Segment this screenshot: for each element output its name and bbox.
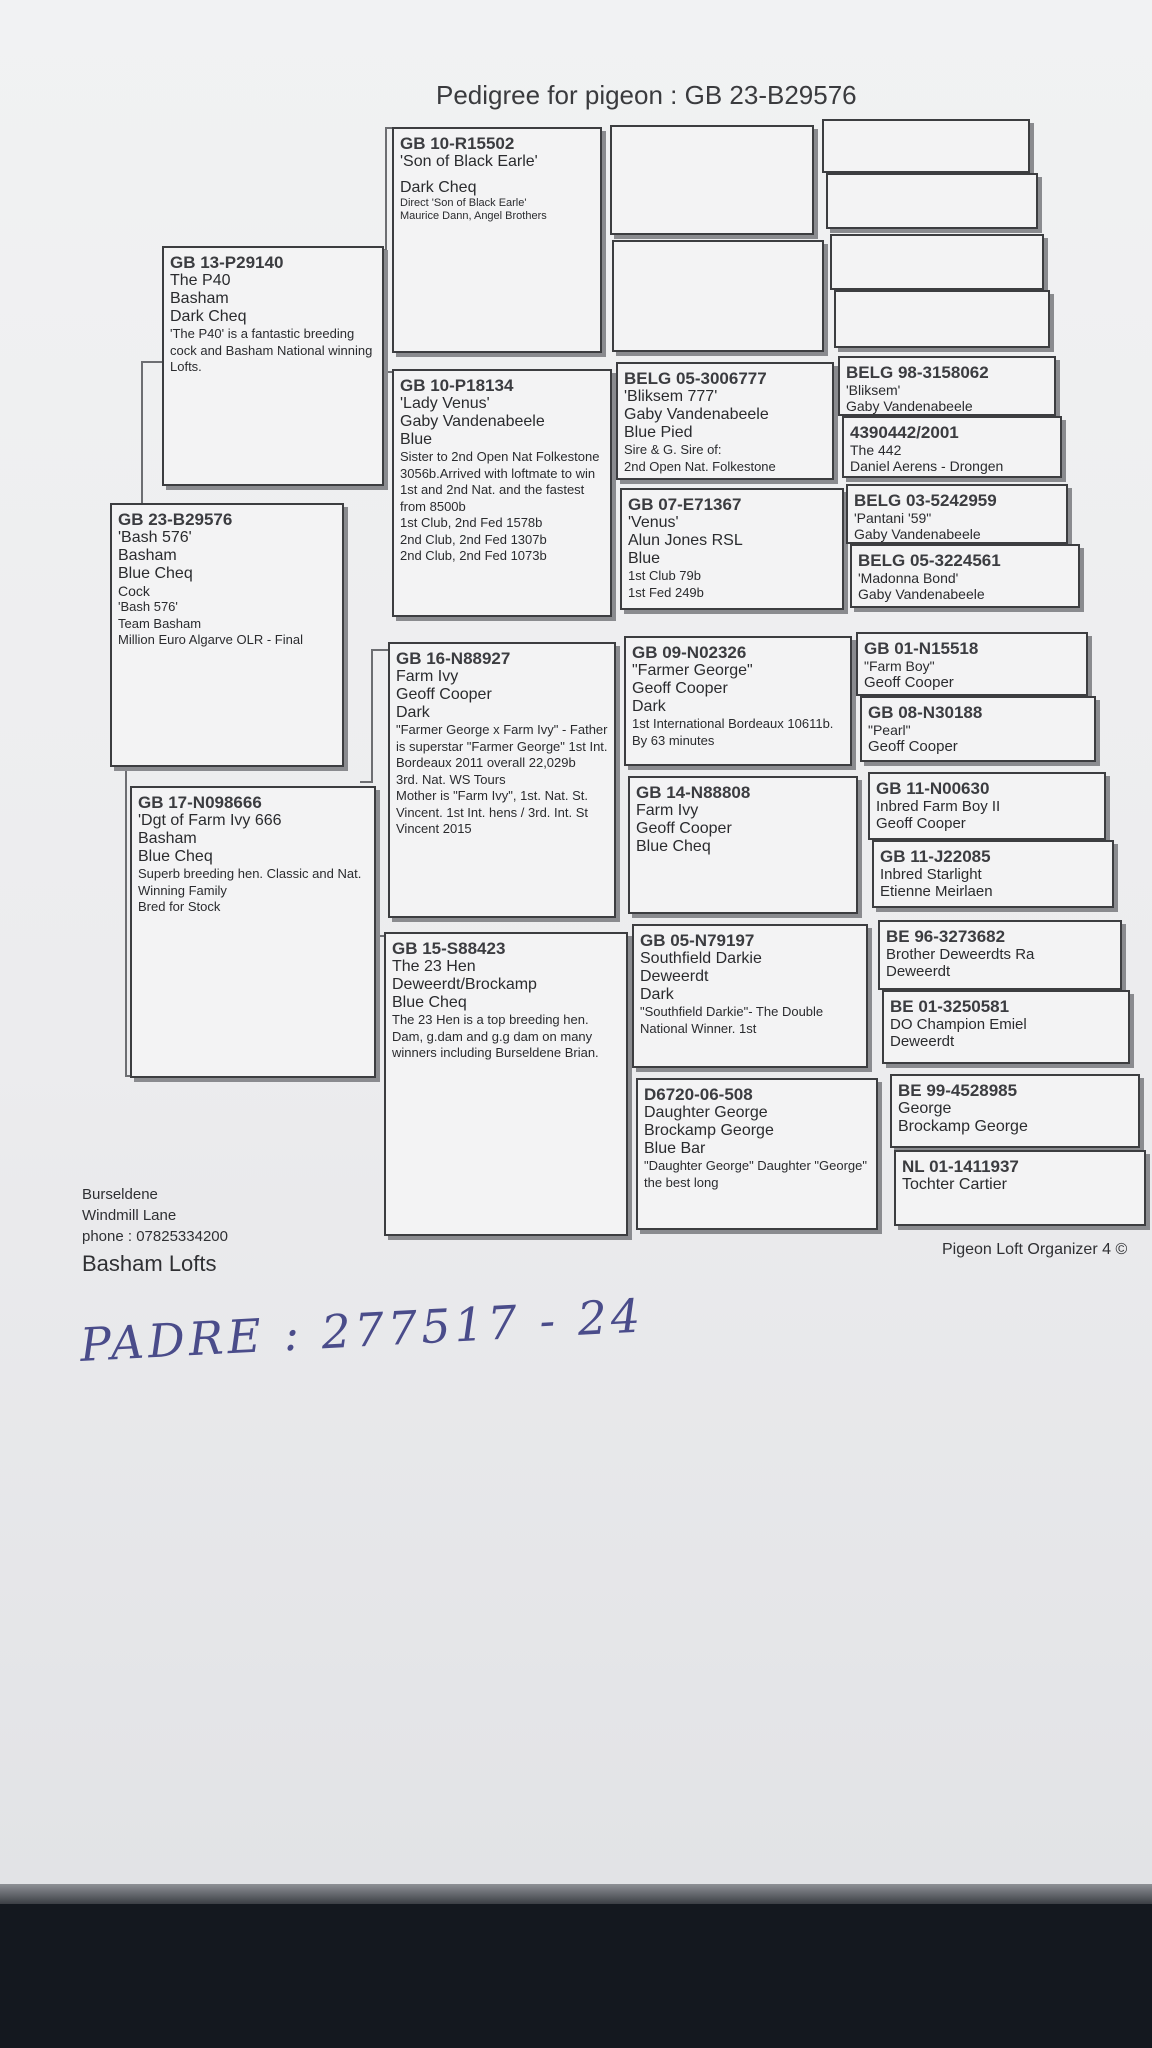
owner-name: Geoff Cooper — [864, 674, 954, 691]
colour: Blue Pied — [624, 424, 693, 441]
gen5-card-14[interactable] — [882, 990, 1130, 1064]
ring-number: GB 13-P29140 — [170, 253, 284, 272]
gen4-card-7[interactable] — [632, 924, 868, 1068]
colour: Dark Cheq — [400, 179, 477, 196]
owner-name: Etienne Meirlaen — [880, 883, 993, 900]
pigeon-name: Daughter George — [644, 1104, 768, 1121]
pigeon-name: 'Dgt of Farm Ivy 666 — [138, 812, 282, 829]
owner-name: Basham — [138, 830, 197, 847]
gen4-card-5[interactable] — [624, 636, 852, 766]
colour: Blue Cheq — [392, 994, 467, 1011]
ring-number: GB 11-N00630 — [876, 779, 990, 798]
pigeon-name: The 442 — [850, 442, 902, 458]
gen5-card-12[interactable] — [872, 840, 1114, 908]
ring-number: GB 23-B29576 — [118, 510, 233, 529]
colour: Dark Cheq — [170, 308, 247, 325]
owner-name: Geoff Cooper — [636, 820, 732, 837]
ring-number: D6720-06-508 — [644, 1085, 753, 1104]
owner-name: Gaby Vandenabeele — [400, 413, 545, 430]
ring-number: 4390442/2001 — [850, 423, 959, 442]
gen4-card-6[interactable] — [628, 776, 858, 914]
gen3-card-2[interactable] — [392, 369, 612, 617]
gen5-card-9[interactable] — [856, 632, 1088, 696]
colour: Blue — [400, 431, 433, 448]
notes: Direct 'Son of Black Earle' Maurice Dann, Angel Brothers — [400, 197, 547, 222]
ring-number: GB 17-N098666 — [138, 793, 262, 812]
pigeon-name: Farm Ivy — [636, 802, 699, 819]
notes: "Southfield Darkie"- The Double National Winner. 1st — [640, 1004, 824, 1036]
pigeon-name: Southfield Darkie — [640, 950, 762, 967]
gen3-card-4[interactable] — [384, 932, 628, 1236]
owner-name: Gaby Vandenabeele — [858, 586, 985, 602]
owner-name: Deweerdt — [640, 968, 709, 985]
pigeon-name: Farm Ivy — [396, 668, 459, 685]
colour: Blue Cheq — [636, 838, 711, 855]
owner-name: Deweerdt — [886, 963, 951, 980]
ring-number: BELG 98-3158062 — [846, 363, 989, 382]
gen4-card-1[interactable] — [610, 125, 814, 235]
pigeon-name: The 23 Hen — [392, 958, 476, 975]
owner-name: Geoff Cooper — [396, 686, 492, 703]
gen5-card-4[interactable] — [834, 290, 1050, 348]
pigeon-name: 'Pantani '59" — [854, 510, 932, 526]
subject-card[interactable] — [110, 503, 344, 767]
sex: Cock — [118, 583, 150, 599]
owner-name: Gaby Vandenabeele — [854, 526, 981, 542]
ring-number: GB 14-N88808 — [636, 783, 751, 802]
pigeon-name: 'Bliksem' — [846, 382, 901, 398]
pigeon-name: 'Madonna Bond' — [858, 570, 959, 586]
pigeon-name: "Pearl" — [868, 722, 911, 738]
notes: The 23 Hen is a top breeding hen. Dam, g.dam and g.g dam on many winners including Burseldene Brian. — [392, 1012, 599, 1060]
ring-number: GB 01-N15518 — [864, 639, 979, 658]
pigeon-name: Inbred Starlight — [880, 866, 982, 883]
pigeon-name: 'Bash 576' — [118, 529, 192, 546]
gen5-card-2[interactable] — [826, 173, 1038, 229]
page-title: Pedigree for pigeon : GB 23-B29576 — [436, 80, 857, 110]
ring-number: GB 08-N30188 — [868, 703, 983, 722]
gen3-card-1[interactable] — [392, 127, 602, 353]
ring-number: GB 10-R15502 — [400, 134, 515, 153]
ring-number: GB 10-P18134 — [400, 376, 514, 395]
ring-number: GB 05-N79197 — [640, 931, 755, 950]
ring-number: GB 16-N88927 — [396, 649, 511, 668]
ring-number: BE 01-3250581 — [890, 997, 1010, 1016]
table-surface — [0, 1904, 1152, 2048]
notes: Sire & G. Sire of: 2nd Open Nat. Folkestone — [624, 442, 776, 474]
gen4-card-8[interactable] — [636, 1078, 878, 1230]
ring-number: BELG 03-5242959 — [854, 491, 997, 510]
colour: Dark — [632, 698, 666, 715]
notes: Sister to 2nd Open Nat Folkestone 3056b.Arrived with loftmate to win 1st and 2nd Nat. and the fastest from 8500b 1st Club, 2nd Fed 1578b 2nd Club, 2nd Fed 1307b 2nd Club, 2nd Fed 1073b — [400, 449, 600, 563]
pigeon-name: 'Son of Black Earle' — [400, 153, 538, 170]
gen4-card-4[interactable] — [620, 488, 844, 610]
owner-name: Brockamp George — [898, 1118, 1028, 1135]
pigeon-name: 'Bliksem 777' — [624, 388, 718, 405]
dam-card[interactable] — [130, 786, 376, 1078]
gen3-card-3[interactable] — [388, 642, 616, 918]
notes: Superb breeding hen. Classic and Nat. Winning Family Bred for Stock — [138, 866, 362, 914]
pigeon-name: 'Venus' — [628, 514, 679, 531]
notes: "Farmer George x Farm Ivy" - Father is superstar "Farmer George" 1st Int. Bordeaux 2011 overall 22,029b 3rd. Nat. WS Tours Mother is "Farm Ivy", 1st. Nat. St. Vincent. 1st Int. hens / 3rd. Int. St Vincent 2015 — [396, 722, 608, 836]
owner-name: Basham — [118, 547, 177, 564]
notes: 1st Club 79b 1st Fed 249b — [628, 568, 704, 600]
sire-card[interactable] — [162, 246, 384, 486]
paper-edge — [0, 1884, 1152, 1904]
ring-number: GB 07-E71367 — [628, 495, 742, 514]
gen4-card-2[interactable] — [612, 240, 824, 352]
gen5-card-5[interactable] — [838, 356, 1056, 416]
pigeon-name: Tochter Cartier — [902, 1176, 1007, 1193]
gen5-card-8[interactable] — [850, 544, 1080, 608]
gen4-card-3[interactable] — [616, 362, 834, 480]
gen5-card-3[interactable] — [830, 234, 1044, 290]
gen5-card-15[interactable] — [890, 1074, 1140, 1148]
ring-number: GB 09-N02326 — [632, 643, 747, 662]
pigeon-name: The P40 — [170, 272, 231, 289]
gen5-card-11[interactable] — [868, 772, 1106, 840]
owner-name: Gaby Vandenabeele — [846, 398, 973, 414]
notes: 1st International Bordeaux 10611b. By 63 minutes — [632, 716, 834, 748]
owner-name: Brockamp George — [644, 1122, 774, 1139]
owner-name: Daniel Aerens - Drongen — [850, 458, 1004, 474]
gen5-card-1[interactable] — [822, 119, 1030, 173]
gen5-card-10[interactable] — [860, 696, 1096, 762]
ring-number: GB 11-J22085 — [880, 847, 991, 866]
gen5-card-13[interactable] — [878, 920, 1122, 990]
owner-name: Geoff Cooper — [876, 815, 966, 832]
colour: Blue Bar — [644, 1140, 706, 1157]
gen5-card-16[interactable] — [894, 1150, 1146, 1226]
pigeon-name: Inbred Farm Boy II — [876, 798, 1001, 815]
handwritten-note: PADRE : 277517 - 24 — [78, 1288, 646, 1372]
owner-name: Deweerdt — [890, 1033, 955, 1050]
pigeon-name: Brother Deweerdts Ra — [886, 946, 1035, 963]
colour: Dark — [640, 986, 674, 1003]
owner-name: Alun Jones RSL — [628, 532, 743, 549]
ring-number: BELG 05-3224561 — [858, 551, 1001, 570]
software-credit: Pigeon Loft Organizer 4 © — [942, 1241, 1128, 1258]
address-line-2: Windmill Lane — [82, 1207, 177, 1224]
colour: Blue Cheq — [138, 848, 213, 865]
notes: "Daughter George" Daughter "George" the best long — [644, 1158, 867, 1190]
pigeon-name: George — [898, 1100, 952, 1117]
ring-number: BE 99-4528985 — [898, 1081, 1018, 1100]
owner-name: Deweerdt/Brockamp — [392, 976, 537, 993]
notes: 'Bash 576' Team Basham Million Euro Algarve OLR - Final — [118, 599, 303, 647]
owner-name: Gaby Vandenabeele — [624, 406, 769, 423]
pigeon-name: 'Lady Venus' — [400, 395, 490, 412]
colour: Blue Cheq — [118, 565, 193, 582]
colour: Blue — [628, 550, 661, 567]
pigeon-name: "Farm Boy" — [864, 658, 935, 674]
colour: Dark — [396, 704, 430, 721]
owner-name: Geoff Cooper — [632, 680, 728, 697]
ring-number: GB 15-S88423 — [392, 939, 506, 958]
ring-number: BE 96-3273682 — [886, 927, 1006, 946]
address-line-1: Burseldene — [82, 1186, 158, 1203]
owner-name: Basham — [170, 290, 229, 307]
pigeon-name: "Farmer George" — [632, 662, 753, 679]
pigeon-name: DO Champion Emiel — [890, 1016, 1027, 1033]
notes: 'The P40' is a fantastic breeding cock and Basham National winning Lofts. — [170, 326, 373, 374]
phone-number: phone : 07825334200 — [82, 1228, 228, 1245]
ring-number: NL 01-1411937 — [902, 1157, 1019, 1176]
gen5-card-6[interactable] — [842, 416, 1062, 478]
loft-name: Basham Lofts — [82, 1251, 217, 1276]
breeder-contact — [82, 1184, 228, 1279]
owner-name: Geoff Cooper — [868, 738, 958, 755]
ring-number: BELG 05-3006777 — [624, 369, 767, 388]
gen5-card-7[interactable] — [846, 484, 1068, 544]
